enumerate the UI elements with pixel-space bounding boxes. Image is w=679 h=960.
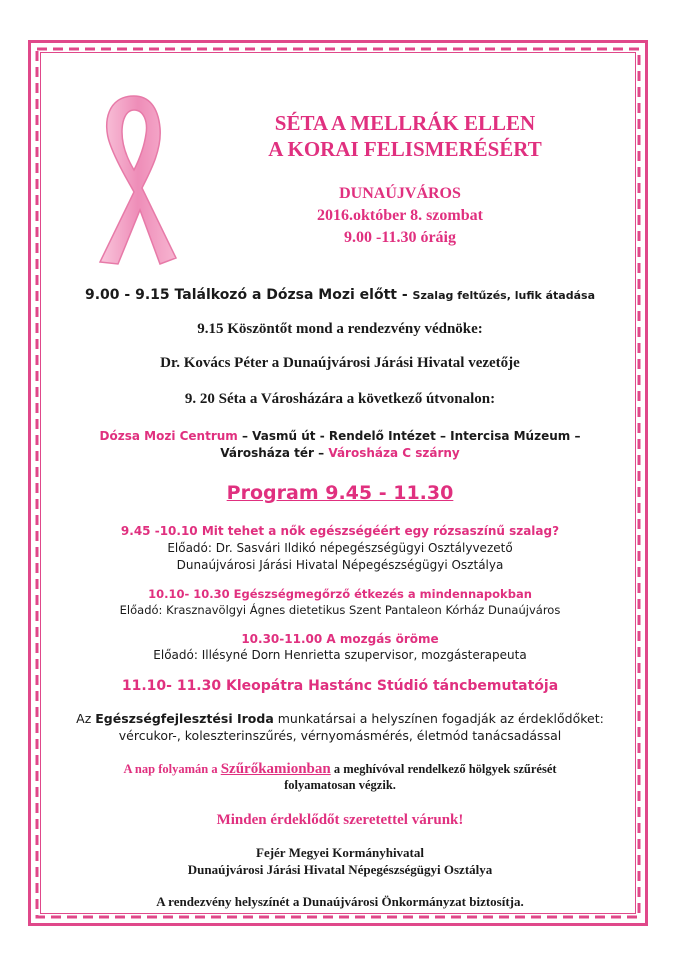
info-line-2: vércukor-, koleszterinszűrés, vérnyomásmérés, életmód tanácsadással [118,728,562,743]
title-line-2: A KORAI FELISMERÉSÉRT [268,137,542,161]
talk-2-speaker: Előadó: Krasznavölgyi Ágnes dietetikus Szent Pantaleon Kórház Dunaújváros [119,603,561,617]
truck-post: a meghívóval rendelkező hölgyek szűrését [330,762,557,776]
organizer-line-1: Fejér Megyei Kormányhivatal [256,845,424,860]
info-post: munkatársai a helyszínen fogadják az érdeklődőket: [273,711,604,726]
info-line-1 [60,711,620,726]
talk-1-speaker: Előadó: Dr. Sasvári Ildikó népegészségügyi Osztályvezető [167,541,513,555]
footer-text: A rendezvény helyszínét a Dunaújvárosi Önkormányzat biztosítja. [156,894,524,909]
talk-2-title: 10.10- 10.30 Egészségmegőrző étkezés a mindennapokban [148,587,532,601]
route-square: Városháza tér – [220,446,329,460]
schedule-item-4: 9. 20 Séta a Városházára a következő útvonalon: [184,391,496,407]
event-city: DUNAÚJVÁROS [339,185,461,202]
truck-name: Szűrőkamionban [220,761,331,777]
event-time: 9.00 -11.30 óráig [344,229,456,246]
dance-performance: 11.10- 11.30 Kleopátra Hastánc Stúdió táncbemutatója [121,678,559,694]
info-pre: Az [76,711,96,726]
route-stop-last: Városháza C szárny [328,446,460,460]
program-heading-wrap [60,482,620,504]
schedule-item-1 [60,287,620,303]
schedule-item-3: Dr. Kovács Péter a Dunaújvárosi Járási Hivatal vezetője [160,355,520,371]
talk-1-org: Dunaújvárosi Járási Hivatal Népegészségügyi Osztálya [176,558,504,572]
welcome-text: Minden érdeklődőt szeretettel várunk! [216,812,464,828]
schedule-item-1-main: 9.00 - 9.15 Találkozó a Dózsa Mozi előtt - [85,287,408,303]
talk-3-title: 10.30-11.00 A mozgás öröme [241,632,439,646]
route-middle: – Vasmű út - Rendelő Intézet – Intercisa Múzeum – [237,429,581,443]
truck-pre: A nap folyamán a [123,762,221,776]
info-office: Egészségfejlesztési Iroda [95,711,274,726]
event-date: 2016.október 8. szombat [317,207,483,224]
schedule-item-2: 9.15 Köszöntőt mond a rendezvény védnöke: [197,321,483,337]
route-line-2 [60,446,620,460]
pink-ribbon-icon [88,92,180,270]
talk-3-speaker: Előadó: Illésyné Dorn Henrietta szupervisor, mozgásterapeuta [153,648,527,662]
title-line-1: SÉTA A MELLRÁK ELLEN [274,111,536,135]
route-line-1 [60,429,620,443]
program-heading: Program 9.45 - 11.30 [226,482,454,504]
schedule-item-1-note: Szalag feltűzés, lufik átadása [412,289,595,302]
truck-line-2: folyamatosan végzik. [284,778,396,792]
organizer-line-2: Dunaújvárosi Járási Hivatal Népegészségügyi Osztálya [187,862,493,877]
truck-line-1 [60,761,620,778]
route-stop-first: Dózsa Mozi Centrum [99,429,238,443]
talk-1-title: 9.45 -10.10 Mit tehet a nők egészségéért egy rózsaszínű szalag? [120,524,560,538]
